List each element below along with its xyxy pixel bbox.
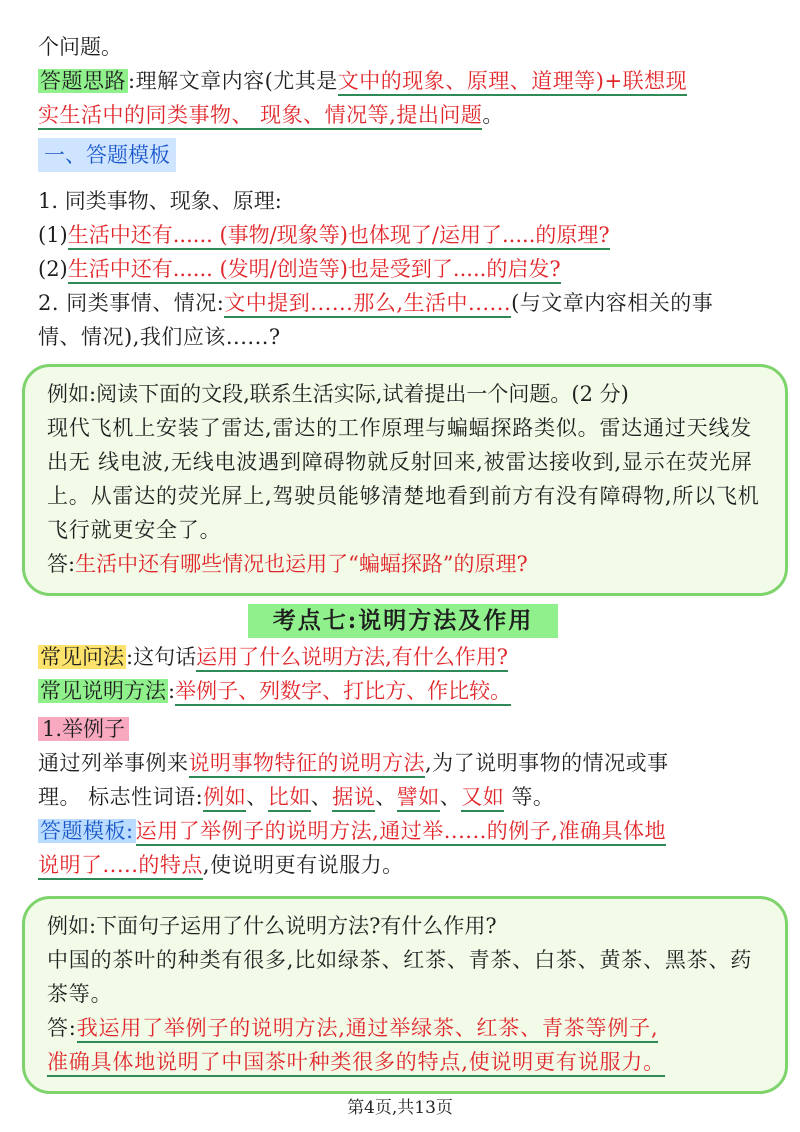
desc-end: 等。	[511, 785, 555, 809]
kaodian-title: 考点七:说明方法及作用	[248, 604, 558, 638]
answer-template-red-a: 运用了举例子的说明方法,通过举......的例子,准确具体地	[136, 819, 666, 846]
intro-fragment: 个问题。	[38, 35, 122, 59]
common-question: 常见问法:这句话运用了什么说明方法,有什么作用?	[38, 640, 768, 674]
keyword-4: 譬如	[397, 785, 440, 812]
example2-answer-red-a: 我运用了举例子的说明方法,通过举绿茶、红茶、青茶等例子,	[77, 1016, 659, 1043]
example1-answer-text: 生活中还有哪些情况也运用了“蝙蝠探路”的原理?	[75, 552, 528, 576]
example2-question: 例如:下面句子运用了什么说明方法?有什么作用?	[47, 914, 497, 938]
answer-approach-red-a: 文中的现象、原理、道理等)+联想现	[338, 69, 687, 96]
example1-answer-label: 答:	[47, 552, 76, 576]
template-item1-heading: 1. 同类事物、现象、原理:	[38, 189, 282, 213]
common-question-text: 这句话	[133, 645, 197, 669]
document-page	[38, 30, 768, 1098]
example1-answer	[47, 547, 765, 581]
common-methods: 常见说明方法:举例子、列数字、打比方、作比较。	[38, 674, 768, 708]
keyword-5: 又如	[461, 785, 504, 812]
desc-a: 通过列举事例来	[38, 751, 189, 775]
example2-answer	[47, 1011, 765, 1079]
answer-approach-colon: :	[128, 69, 136, 93]
method-description: 通过列举事例来说明事物特征的说明方法,为了说明事物的情况或事 理。 标志性词语:例如、比如、据说、譬如、又如 等。	[38, 746, 768, 814]
item1-b-number: (2)	[38, 257, 68, 281]
template-item1-a	[38, 218, 768, 252]
answer-approach-end: 。	[482, 103, 504, 127]
example1-question: 例如:阅读下面的文段,联系生活实际,试着提出一个问题。(2 分)	[47, 382, 629, 406]
answer-template-red-b: 说明了.....的特点	[38, 853, 203, 880]
answer-template-tail: ,使说明更有说服力。	[202, 853, 404, 877]
common-question-label: 常见问法	[40, 645, 124, 669]
example2-answer-red-b: 准确具体地说明了中国茶叶种类很多的特点,使说明更有说服力。	[47, 1050, 665, 1077]
answer-approach-label: 答题思路	[40, 69, 126, 93]
page-footer: 第4页,共13页	[347, 1098, 453, 1118]
template-item1-b	[38, 252, 768, 286]
example2-passage: 中国的茶叶的种类有很多,比如绿茶、红茶、青茶、白茶、黄茶、黑茶、药 茶等。	[47, 948, 753, 1006]
desc-red: 说明事物特征的说明方法	[189, 751, 426, 778]
item1-a-text: 生活中还有...... (事物/现象等)也体现了/运用了.....的原理?	[68, 223, 610, 250]
answer-approach-text: 理解文章内容(尤其是	[135, 69, 338, 93]
method-subtitle: 1.举例子	[38, 717, 129, 741]
common-methods-text: 举例子、列数字、打比方、作比较。	[175, 679, 511, 706]
template-section-title: 一、答题模板	[38, 138, 176, 172]
example1-passage: 现代飞机上安装了雷达,雷达的工作原理与蝙蝠探路类似。雷达通过天线发出无 线电波,无线电波遇到障碍物就反射回来,被雷达接收到,显示在荧光屏上。从雷达的荧光屏上,驾驶员能够清楚地看到前方有没有障碍物,所以飞机飞行就更安全了。	[47, 416, 760, 542]
template-item2	[38, 286, 768, 354]
desc-b: ,为了说明事物的情况或事	[425, 751, 669, 775]
example2-answer-label: 答:	[47, 1016, 77, 1040]
answer-approach-red-b: 实生活中的同类事物、 现象、情况等,提出问题	[38, 103, 482, 130]
keyword-1: 例如	[203, 785, 246, 812]
item2-line2: 情、情况),我们应该......?	[38, 325, 281, 349]
keyword-3: 据说	[332, 785, 375, 812]
common-methods-label: 常见说明方法	[40, 679, 166, 703]
method-subtitle-row	[38, 712, 768, 746]
answer-template	[38, 814, 768, 882]
common-question-red: 运用了什么说明方法,有什么作用?	[196, 645, 508, 672]
item2-tail: (与文章内容相关的事	[511, 291, 714, 315]
answer-approach	[38, 64, 768, 132]
item2-red: 文中提到......那么,生活中......	[224, 291, 511, 318]
answer-template-label: 答题模板:	[40, 819, 134, 843]
example-box-1	[22, 364, 788, 596]
desc-line2: 理。 标志性词语:	[38, 785, 204, 809]
item2-prefix: 2. 同类事情、情况:	[38, 291, 225, 315]
item1-a-number: (1)	[38, 223, 68, 247]
item1-b-text: 生活中还有...... (发明/创造等)也是受到了.....的启发?	[68, 257, 561, 284]
example-box-2	[22, 896, 788, 1094]
keyword-2: 比如	[268, 785, 311, 812]
